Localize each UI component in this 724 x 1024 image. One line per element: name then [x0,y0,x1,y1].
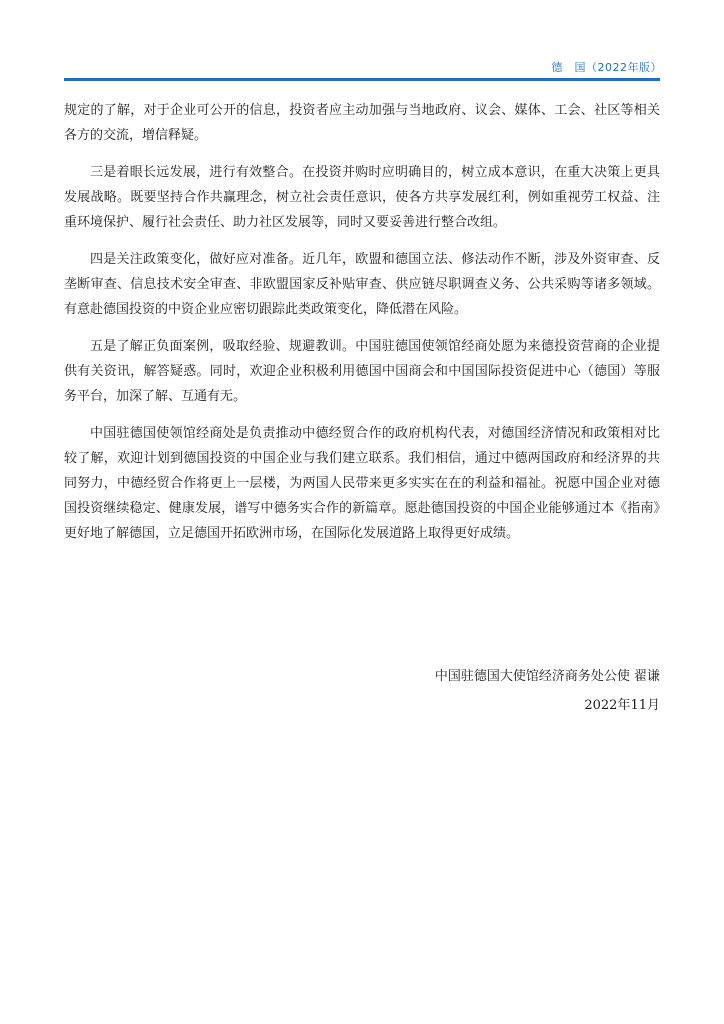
signature-date: 2022年11月 [584,698,660,713]
paragraph-continued: 规定的了解，对于企业可公开的信息，投资者应主动加强与当地政府、议会、媒体、工会、社区等相关各方的交流，增信释疑。 [64,103,660,143]
running-header: 德 国（2022年版） [551,61,662,74]
header-divider [64,78,660,81]
paragraph-point-three: 三是着眼长远发展，进行有效整合。在投资并购时应明确目的，树立成本意识，在重大决策上更具发展战略。既要坚持合作共赢理念，树立社会责任意识，使各方共享发展红利，例如重视劳工权益、注重环境保护、履行社会责任、助力社区发展等，同时又要妥善进行整合改组。 [64,165,660,230]
paragraph-point-five: 五是了解正负面案例，吸取经验、规避教训。中国驻德国使领馆经商处愿为来德投资营商的企业提供有关资讯，解答疑惑。同时，欢迎企业积极利用德国中国商会和中国国际投资促进中心（德国）等服务平台，加深了解、互通有无。 [64,339,660,404]
document-body [64,98,660,558]
paragraph-closing: 中国驻德国使领馆经商处是负责推动中德经贸合作的政府机构代表，对德国经济情况和政策相对比较了解，欢迎计划到德国投资的中国企业与我们建立联系。我们相信，通过中德两国政府和经济界的共同努力，中德经贸合作将更上一层楼，为两国人民带来更多实实在在的利益和福祉。祝愿中国企业对德国投资继续稳定、健康发展，谱写中德务实合作的新篇章。愿赴德国投资的中国企业能够通过本《指南》更好地了解德国，立足德国开拓欧洲市场，在国际化发展道路上取得更好成绩。 [64,426,660,541]
signature-name: 中国驻德国大使馆经济商务处公使 翟谦 [434,669,660,684]
paragraph-point-four: 四是关注政策变化，做好应对准备。近几年，欧盟和德国立法、修法动作不断，涉及外资审查、反垄断审查、信息技术安全审查、非欧盟国家反补贴审查、供应链尽职调查义务、公共采购等诸多领域。有意赴德国投资的中资企业应密切跟踪此类政策变化，降低潜在风险。 [64,252,660,317]
